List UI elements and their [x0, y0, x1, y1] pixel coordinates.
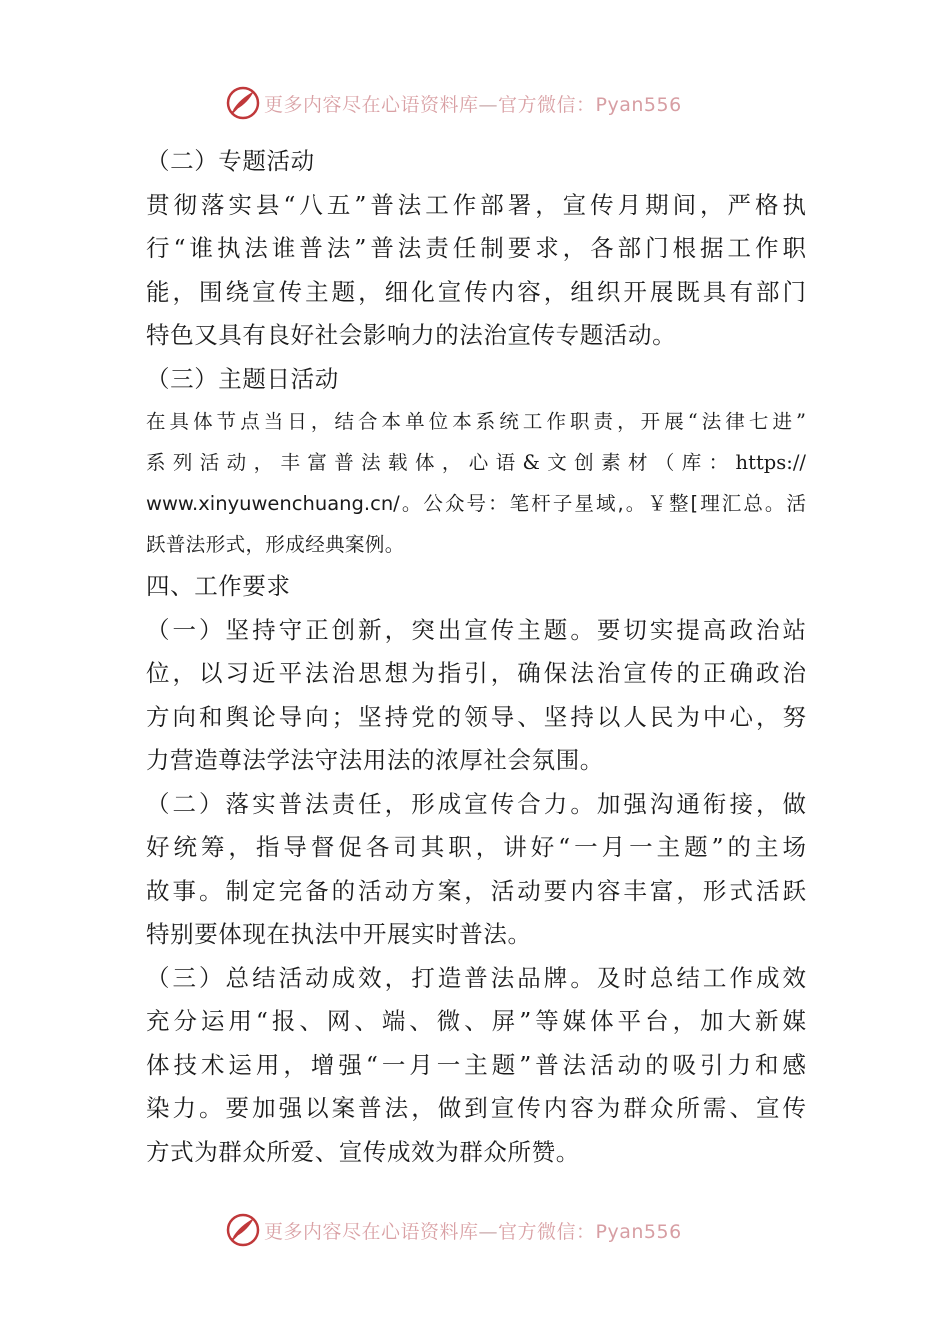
header-banner [0, 83, 950, 123]
document-body [146, 140, 806, 1174]
banner-wechat-id: Pyan556 [595, 93, 682, 116]
section-heading-special-activities: （二）专题活动 [146, 147, 315, 175]
paragraph-line: 贯彻落实县“八五”普法工作部署，宣传月期间，严格执 [146, 190, 806, 219]
banner-title: 更多内容尽在心语资料库 [264, 1220, 479, 1243]
banner-text [264, 1217, 682, 1244]
footer-banner [0, 1210, 950, 1250]
paragraph-line: 充分运用“报、网、端、微、屏”等媒体平台，加大新媒 [146, 1007, 806, 1035]
section-heading-work-requirements: 四、工作要求 [146, 572, 291, 600]
paragraph-line-url: www.xinyuwenchuang.cn/。公众号：笔杆子星域,。￥整[理汇总。活 [146, 492, 806, 515]
banner-dash: — [478, 93, 499, 116]
paragraph-line: 体技术运用，增强“一月一主题”普法活动的吸引力和感 [146, 1050, 806, 1079]
banner-wechat-id: Pyan556 [595, 1220, 682, 1243]
paragraph-line: 跃普法形式，形成经典案例。 [146, 533, 405, 556]
paragraph-line: 在具体节点当日，结合本单位本系统工作职责，开展“法律七进” [146, 410, 806, 433]
quill-logo-icon [226, 1213, 260, 1247]
paragraph-line: 行“谁执法谁普法”普法责任制要求，各部门根据工作职 [146, 234, 806, 262]
paragraph-line: 力营造尊法学法守法用法的浓厚社会氛围。 [146, 746, 604, 774]
paragraph-line: 方式为群众所爱、宣传成效为群众所赞。 [146, 1137, 580, 1166]
banner-suffix: 官方微信： [498, 93, 596, 116]
banner-dash: — [478, 1220, 499, 1243]
paragraph-line: 故事。制定完备的活动方案，活动要内容丰富，形式活跃 [146, 876, 806, 905]
paragraph-line: 系列活动，丰富普法载体，心语&文创素材（库：https:// [146, 451, 806, 474]
paragraph-line: 好统筹，指导督促各司其职，讲好“一月一主题”的主场 [146, 833, 806, 861]
paragraph-line: （一）坚持守正创新，突出宣传主题。要切实提高政治站 [146, 615, 806, 644]
banner-suffix: 官方微信： [498, 1220, 596, 1243]
banner-title: 更多内容尽在心语资料库 [264, 93, 479, 116]
section-heading-theme-day: （三）主题日活动 [146, 364, 339, 393]
paragraph-line: 特色又具有良好社会影响力的法治宣传专题活动。 [146, 321, 677, 349]
paragraph-line: （二）落实普法责任，形成宣传合力。加强沟通衔接，做 [146, 789, 806, 818]
paragraph-line: 染力。要加强以案普法，做到宣传内容为群众所需、宣传 [146, 1094, 806, 1122]
paragraph-line: 特别要体现在执法中开展实时普法。 [146, 920, 532, 948]
paragraph-line: 能，围绕宣传主题，细化宣传内容，组织开展既具有部门 [146, 277, 806, 306]
paragraph-line: 方向和舆论导向；坚持党的领导、坚持以人民为中心，努 [146, 702, 806, 731]
banner-text [264, 90, 682, 117]
paragraph-line: （三）总结活动成效，打造普法品牌。及时总结工作成效 [146, 963, 806, 992]
quill-logo-icon [226, 86, 260, 120]
paragraph-line: 位，以习近平法治思想为指引，确保法治宣传的正确政治 [146, 659, 806, 687]
